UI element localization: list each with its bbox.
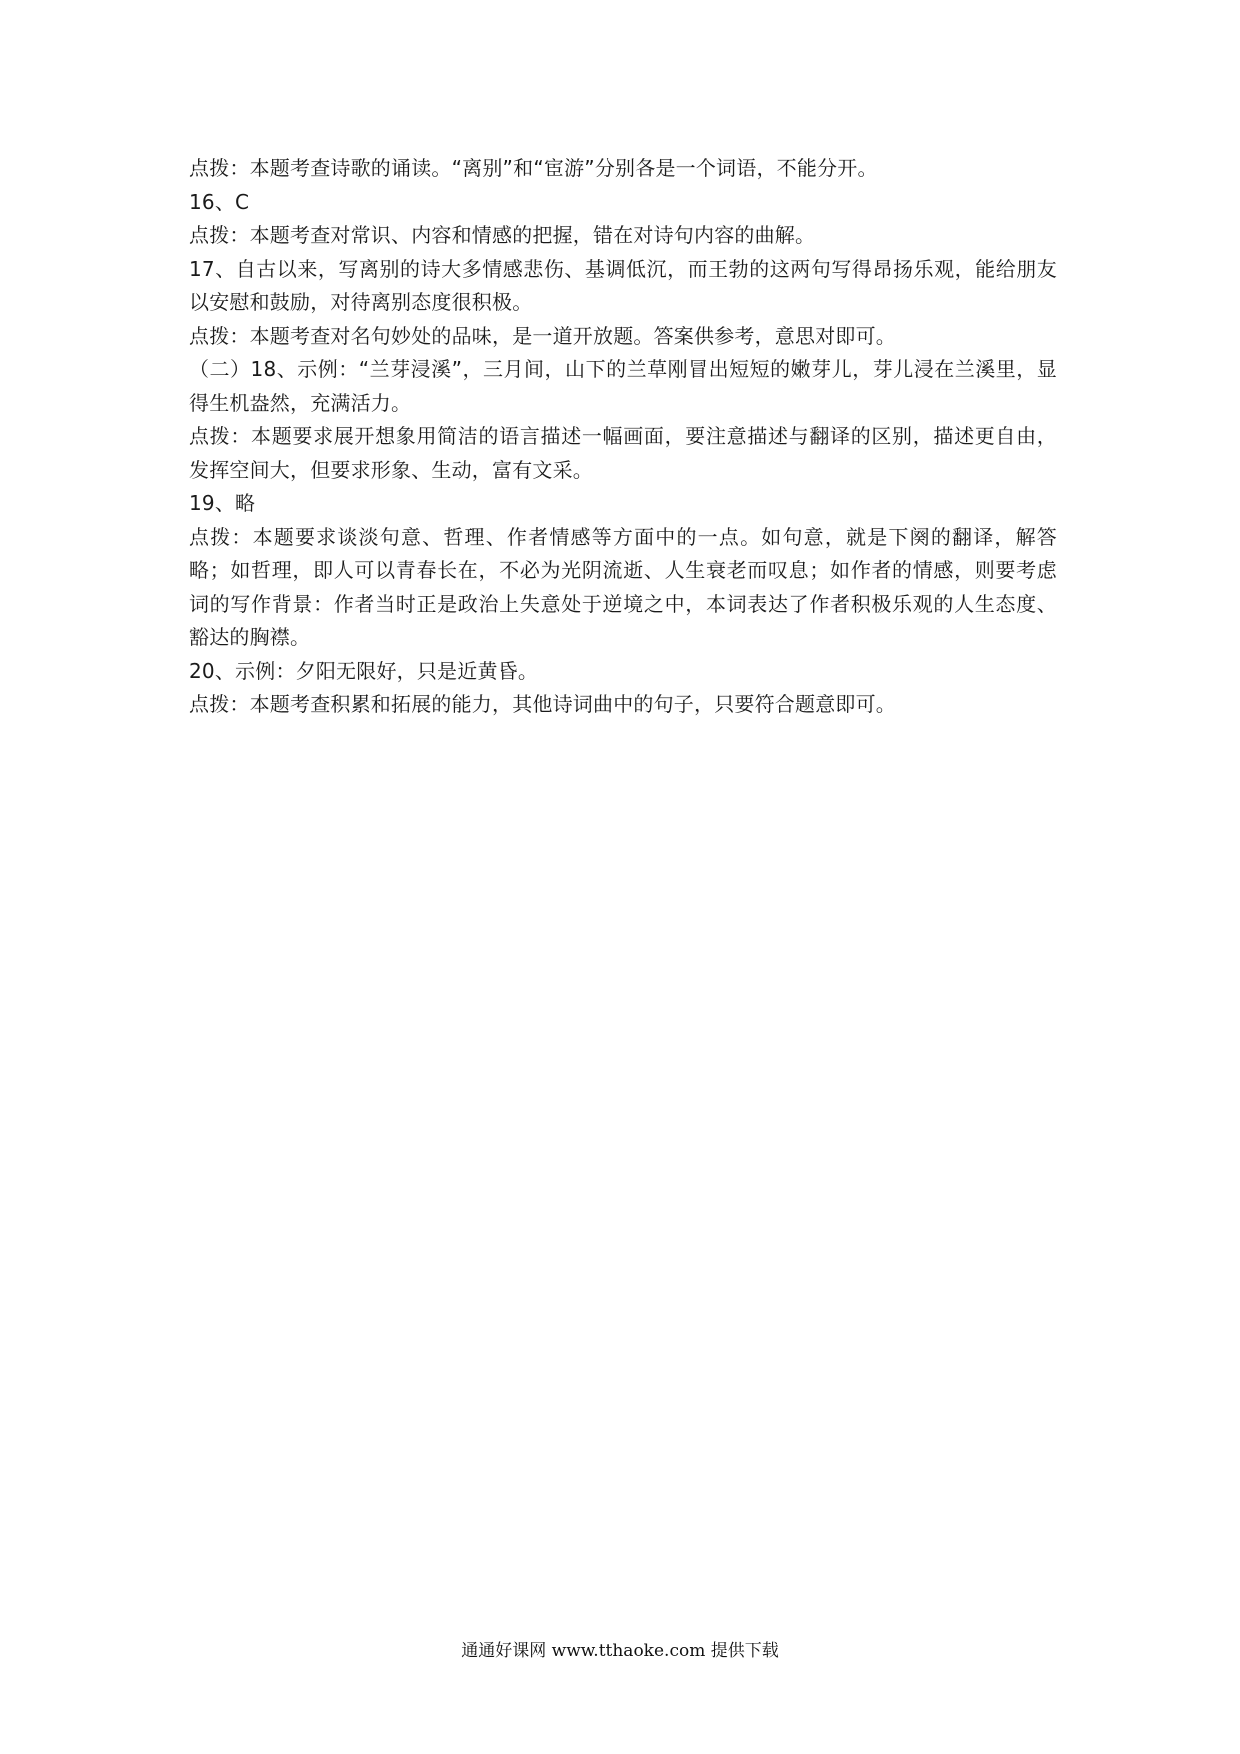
paragraph-hint-17: 点拨：本题考查对名句妙处的品味，是一道开放题。答案供参考，意思对即可。 bbox=[189, 323, 896, 348]
answer-content bbox=[189, 152, 1057, 722]
paragraph-hint-16: 点拨：本题考查对常识、内容和情感的把握，错在对诗句内容的曲解。 bbox=[189, 223, 816, 247]
answer-17: 17、自古以来，写离别的诗大多情感悲伤、基调低沉，而王勃的这两句写得昂扬乐观，能给朋友以安慰和鼓励，对待离别态度很积极。 bbox=[189, 256, 1057, 314]
answer-16: 16、C bbox=[189, 189, 250, 214]
answer-19: 19、略 bbox=[189, 491, 256, 515]
answer-18: （二）18、示例：“兰芽浸溪”，三月间，山下的兰草刚冒出短短的嫩芽儿，芽儿浸在兰溪里，显得生机盎然，充满活力。 bbox=[189, 357, 1057, 415]
paragraph-hint-19: 点拨：本题要求谈淡句意、哲理、作者情感等方面中的一点。如句意，就是下阕的翻译，解答略；如哲理，即人可以青春长在，不必为光阴流逝、人生衰老而叹息；如作者的情感，则要考虑词的写作背景：作者当时正是政治上失意处于逆境之中，本词表达了作者积极乐观的人生态度、豁达的胸襟。 bbox=[189, 524, 1057, 649]
page-footer: 通通好课网 www.tthaoke.com 提供下载 bbox=[461, 1641, 779, 1661]
paragraph-hint-15: 点拨：本题考查诗歌的诵读。“离别”和“宦游”分别各是一个词语，不能分开。 bbox=[189, 156, 878, 180]
answer-20: 20、示例：夕阳无限好，只是近黄昏。 bbox=[189, 658, 539, 683]
paragraph-hint-20: 点拨：本题考查积累和拓展的能力，其他诗词曲中的句子，只要符合题意即可。 bbox=[189, 692, 896, 716]
paragraph-hint-18: 点拨：本题要求展开想象用简洁的语言描述一幅画面，要注意描述与翻译的区别，描述更自由，发挥空间大，但要求形象、生动，富有文采。 bbox=[189, 424, 1057, 482]
